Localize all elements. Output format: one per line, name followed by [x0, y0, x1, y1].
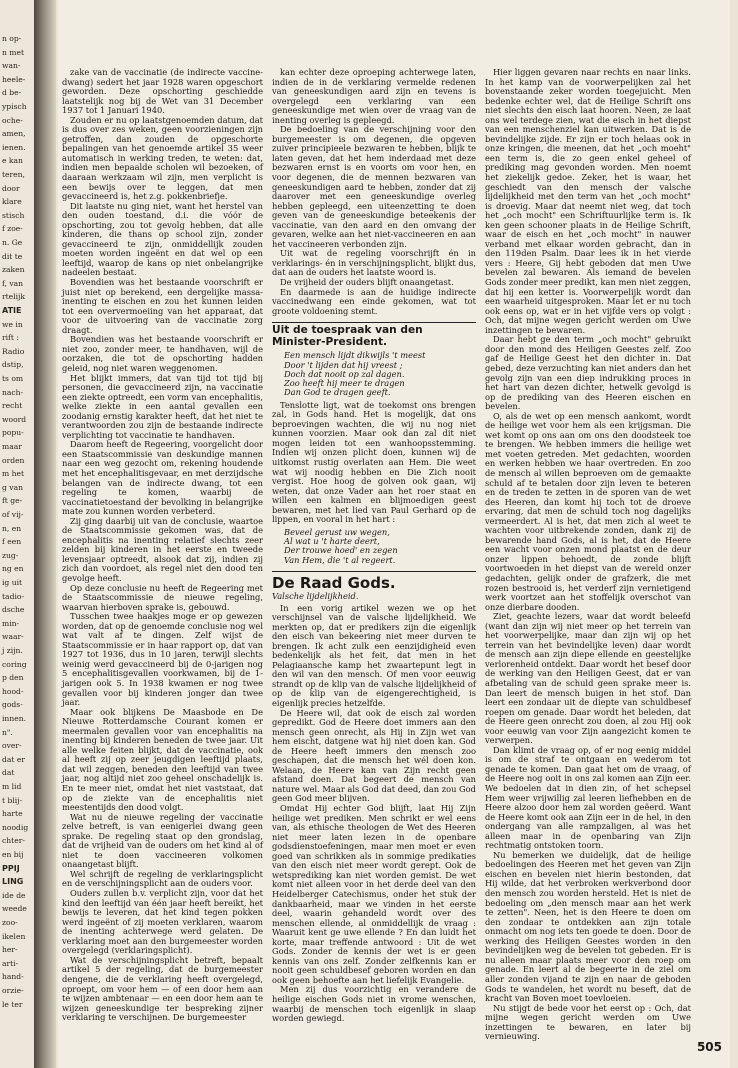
- previous-page-fragment: d be-: [2, 88, 22, 98]
- previous-page-fragment: n, en: [2, 523, 22, 533]
- poem-stanza: [284, 528, 476, 565]
- column-1: [62, 67, 263, 1023]
- previous-page-fragment: dsche: [2, 605, 25, 615]
- poem-line: Een mensch lijdt dikwijls 't meest: [284, 350, 426, 361]
- paragraph: Wat de verschijningsplicht betreft, bepaalt artikel 5 der regeling, dat de burgemeester dengene, die de verklaring heeft overgelegd, oproept, om voor hem — of een door hem aan te wijzen ambtenaar — en een door hem aan te wijzen geneeskundige ter bespreking zijner verklaring te verschijnen. De burgemeester: [62, 954, 263, 1023]
- poem-line: Al wat u 't harte deert,: [284, 536, 380, 547]
- previous-page-fragment: her-: [2, 945, 18, 955]
- previous-page-fragment: orzie-: [2, 986, 24, 995]
- previous-page-fragment: over-: [2, 741, 22, 751]
- previous-page-fragment: heele-: [2, 74, 26, 84]
- paragraph: Nu stijgt de bede voor het eerst op : Och, dat mijne wegen gericht werden om Uwe inzettingen te bewaren, en later bij vernieuwing.: [485, 1002, 691, 1042]
- main-page: [58, 0, 730, 1068]
- previous-page-fragment: rift :: [2, 333, 19, 343]
- previous-page-fragment: hand-: [2, 972, 24, 982]
- previous-page-fragment: m lid: [2, 782, 22, 791]
- previous-page-fragment: arti-: [2, 958, 19, 968]
- previous-page-fragment: oche-: [2, 115, 23, 125]
- previous-page-fragment: ATIE: [2, 306, 22, 315]
- paragraph: Maar ook blijkens De Maasbode en De Nieuwe Rotterdamsche Courant komen er meermalen gevallen voor van encephalitis na inenting bij kinderen beneden de twee jaar. Uit alle welke feiten blijkt, dat de vaccinatie, ook al heeft zij op zeer jeugdigen leeftijd plaats, dat wil zeggen, beneden den leeftijd van twee jaar, nog altijd niet zoo geheel onschadelijk is. En te meer niet, omdat het niet vaststaat, dat op de ziekte van de encephalitis niet meestentijds den dood volgt.: [62, 706, 263, 813]
- speech-closing-poem: [272, 528, 476, 565]
- previous-page-fragment: noodig: [2, 822, 29, 832]
- speech-body: Tenslotte ligt, wat de toekomst ons brengen zal, in Gods hand. Het is mogelijk, dat ons beproevingen wachten, die wij nu nog niet kunnen voorzien. Maar ook dan zal dit niet mogen leiden tot een wanhoopsstemming. Indien wij onzen plicht doen, kunnen wij de uitkomst rustig overlaten aan Hem. Die weet wat wij noodig hebben en Die Zich nooit vergist. Hoe hoog de golven ook gaan, wij weten, dat onze Vader aan het roer staat en willen een kalmen en blijmoedigen geest bewaren, met het lied van Paul Gerhard op de lippen, en vooral in het hart :: [272, 399, 476, 525]
- previous-page-fragment: zug-: [2, 550, 19, 560]
- previous-page-fragment: f, van: [2, 278, 24, 288]
- paragraph: Zouden er nu op laatstgenoemden datum, dat is dus over zes weken, geen voorzieningen zijn getroffen, dan zouden de opgeschorte bepalingen van het genoemde artikel 35 weer automatisch in werking treden, te weten: dat, indien men bepaalde scholen wil bezoeken, of daaraan werkzaam wil zijn, men verplicht is een bewijs over te leggen, dat men gevaccineerd is, het z.g. pokkenbriefje.: [62, 114, 263, 202]
- previous-page-edge: [0, 0, 35, 1068]
- paragraph: Ziet, geachte lezers, waar dat wordt beleefd (want dan zijn wij niet meer op het terrein van het voorwerpelijke, maar dan zijn wij op het terrein van het bevindelijke leven) daar wordt de mensch aan zijn diepe ellende en geestelijke verlorenheid ontdekt. Daar wordt het besef door de werking van den Heiligen Geest, dat er van afbetaling van de schuld geen sprake meer is. Dan leert de mensch buigen in het stof. Dan leert een zondaar uit de diepte van schuldbesef roepen om genade. Daar wordt het beleden, dat de Heere geen onrecht zou doen, al zou Hij ook voor eeuwig van voor Zijn aangezicht komen te verwerpen.: [485, 611, 691, 746]
- poem-line: Doch dat nooit op zal dagen.: [284, 368, 405, 379]
- previous-page-fragment: n".: [2, 727, 13, 737]
- previous-page-fragment: en bij: [2, 850, 24, 859]
- previous-page-fragment: min-: [2, 618, 20, 628]
- paragraph: Op deze conclusie nu heeft de Regeering met de Staatscommissie de nieuwe regeling, waarvan hierboven sprake is, gebouwd.: [62, 582, 263, 612]
- paragraph: Hier liggen gevaren naar rechts en naar links. In het kamp van de voorwerpelijken zal het bovenstaande zeker worden toegejuicht. Men bedenke echter wel, dat de Heilige Schrift ons niet slechts den eisch laat hooren. Neen, ze laat ons wel terdege zien, wat die eisch in het diepst van een menschenziel kan uitwerken. Dat is de bevindelijke zijde. Er zijn er toch helaas ook in onze kringen, die meenen, dat het „och moeht" een term is, die zo geen enkel geheel of prediking mag gevonden worden. Men noemt het ziekelijk gedoe. Zeker, het is waar, het geschiedt van den mensch der valsche lijdelijkheid met den term van het „och mocht" is droevig. Maar dat neemt niet weg, dat toch het „och mocht" een Schriftuurlijke term is. Ik ken geen schooner plaats in de Heilige Schrift, waar de eisch en het „och mocht" in nauwer verband met elkaar worden gebracht, dan in den 119den Psalm. Daar lees ik in het vierde vers : Heere, Gij hebt geboden dat men Uwe bevelen zal bewaren. Als iemand de bevelen Gods zonder meer predikt, kan men niet zeggen, dat hij een ketter is. Voorwerpelijk wordt dan een waarheid uitgesproken. Maar let er nu toch ook eens op, wat er in het vijfde vers op volgt : Och, dat mijne wegen gericht werden om Uwe inzettingen te bewaren.: [485, 67, 691, 335]
- previous-page-fragment: ypisch: [2, 102, 27, 111]
- previous-page-fragment: innen.: [2, 714, 27, 723]
- vaccination-article-end: [272, 68, 476, 316]
- paragraph: zake van de vaccinatie (de indirecte vaccine-dwang) sedert het jaar 1928 waren opgeschort geworden. Deze opschorting geschiedde laatstelijk nog bij de Wet van 31 December 1937 tot 1 Januari 1940.: [62, 67, 263, 116]
- speech-poem: [272, 351, 476, 397]
- previous-page-fragment: ikelen: [2, 931, 26, 941]
- previous-page-fragment: dat: [2, 768, 15, 778]
- article-subtitle: Valsche lijdelijkheid.: [272, 591, 359, 601]
- previous-page-fragment: rtelijk: [2, 292, 25, 302]
- previous-page-fragment: tadio-: [2, 591, 25, 601]
- previous-page-fragment: amen,: [2, 129, 26, 139]
- speech-heading: Uit de toespraak van den Minister-President.: [272, 324, 423, 348]
- section-divider: [272, 322, 476, 323]
- previous-page-fragment: le ter: [2, 999, 23, 1009]
- paragraph: Dan klimt de vraag op, of er nog eenig middel is om de straf te ontgaan en wederom tot genade te komen. Dan gaat het om de vraag, of de Heere nog ooit in ons zal komen aan Zijn eer. We bedoelen dat in dien zin, of het schepsel Hem weer vrijwillig zal leeren liefhebben en de Heere alzoo door hem zal worden geëerd. Want de Heere komt ook aan Zijn eer in de hel, in den ondergang van alle rampzaligen, al was het alleen maar in de openbaring van Zijn rechtmatig ontstoken toorn.: [485, 744, 691, 851]
- previous-page-fragment: n met: [2, 47, 25, 57]
- previous-page-fragment: door: [2, 183, 20, 193]
- previous-page-fragment: weede: [2, 904, 27, 914]
- previous-page-fragment: waar-: [2, 632, 24, 642]
- section-divider: [272, 571, 476, 572]
- paragraph: kan echter deze oproeping achterwege laten, indien de in de verklaring vermelde redenen van geneeskundigen aard zijn en tevens is overgelegd een verklaring van een geneeskundige met wien over de vraag van de inenting overleg is gepleegd.: [272, 67, 476, 125]
- previous-page-fragment: gods-: [2, 700, 23, 710]
- paragraph: Uit wat de regeling voorschrijft én in verklarings- én in verschijningsplicht, blijkt dus, dat aan de ouders het laatste woord is.: [272, 248, 476, 278]
- article-title: De Raad Gods.: [272, 574, 396, 592]
- article-body: [272, 604, 476, 1024]
- previous-page-fragment: chter-: [2, 836, 25, 846]
- previous-page-fragment: m het: [2, 469, 25, 479]
- poem-line: Door 't lijden dat hij vreest ;: [284, 359, 403, 370]
- paragraph: Nu bemerken we duidelijk, dat de heilige bedoelingen des Heeren met het geven van Zijn eischen en bevelen niet hierin bestonden, dat Hij wilde, dat het verbroken werkverbond door den mensch zou worden hersteld. Het is niet de bedoeling om „den mensch maar aan het werk te zetten". Neen, het is den Heere te doen om den zondaar te ontdekken aan zijn totale onmacht om nog iets ten goede te doen. Door de werking des Heiligen Geestes worden in den bevindelijken weg de bevelen tot gebeden. Er is nu alleen maar plaats meer voor den roep om genade. En leert al de begeerte in de ziel om aller zonden vijand te zijn en naar de geboden Gods te wandelen, het wordt nu beseft, dat de kracht van Boven moet toevloeien.: [485, 849, 691, 1004]
- previous-page-fragment: dstip,: [2, 360, 24, 370]
- previous-page-fragment: klare: [2, 197, 22, 207]
- paragraph: In een vorig artikel wezen we op het verschijnsel van de valsche lijdelijkheid. We merkten op, dat er predikers zijn die eigenlijk den eisch van bekeering niet meer durven te brengen. Ik acht zulk een eenzijdigheid even bedenkelijk als het feit, dat men in het Pelagiaansche kamp het zwaartepunt legt in den wil van den mensch. Of men voor eeuwig strandt op de klip van de valsche lijdelijkheid of op de klip van de eigengerechtigheid, is eigenlijk precies hetzelfde.: [272, 602, 476, 709]
- previous-page-fragment: popu-: [2, 428, 24, 438]
- paragraph: O, als de wet op een mensch aankomt, wordt de heilige wet voor hem als een krijgsman. Die wet komt op ons aan om ons den doodsteek toe te brengen. We hebben immers die heilige wet met voeten getreden. Met gedachten, woorden en werken hebben we haar overtreden. En zoo de mensch al willen beproeven om de gemaakte schuld af te betalen door zijn leven te beteren en de treden te zetten in de sporen van de wet des Heeren, dan komt hij toch tot de droeve ervaring, dat men de schuld toch nog dagelijks vermeerdert. Al is het, dat men zich al weet te wachten voor uitbrekende zonden, dank zij de bewarende hand Gods, al is het, dat de Heere een wacht voor onzen mond plaatst en de deur onzer lippen behoedt, de zonde blijft voortwoeden in het diepst van de wereld onzer gedachten, gelijk onder de grafzerk, die met rozen bestrooid is, het verderf zijn vernietigend werk voortzet aan het stoffelijk overschot van onze dierbare dooden.: [485, 410, 691, 612]
- previous-page-fragment: maar: [2, 442, 22, 451]
- previous-page-fragment: p den: [2, 673, 24, 683]
- page-number: 505: [696, 1040, 722, 1054]
- previous-page-fragment: harte: [2, 809, 23, 819]
- previous-page-fragment: teren,: [2, 170, 25, 179]
- column-3: [485, 67, 691, 1042]
- poem-line: Zoo heeft hij meer te dragen: [284, 378, 405, 389]
- previous-page-fragment: orden: [2, 455, 25, 465]
- paragraph: Daar hebt ge den term „och mocht" gebruikt door den mond des Heiligen Geestes zelf. Zoo gaf de Heilige Geest het den dichter in. Dat gebed, deze verzuchting kan niet anders dan het gevolg zijn van een diep indrukking proces in het hart van dezen dichter, hetwelk gevolgd is op de prediking van des Heeren eischen en bevelen.: [485, 334, 691, 412]
- previous-page-fragment: we in: [2, 319, 23, 329]
- paragraph: Ouders zullen b.v. verplicht zijn, voor dat het kind den leeftijd van één jaar heeft bereikt, het bewijs te leveren, dat het kind tegen pokken werd ingeënt of zij moeten verklaren, waarom de inenting achterwege werd gelaten. De verklaring moet aan den burgemeester worden overgelegd (verklaringsplicht).: [62, 888, 263, 956]
- paragraph: De Heere wil, dat ook de eisch zal worden gepredikt. God de Heere doet immers aan den mensch geen onrecht, als Hij in Zijn wet van hem eischt, datgene wat hij niet doen kan. God de Heere heeft immers den mensch zoo geschapen, dat die mensch het wél doen kon. Welaan, de Heere kan van Zijn recht geen afstand doen. Dat begeert de mensch van nature wel. Maar als God dat deed, dan zou God geen God meer blijven.: [272, 707, 476, 804]
- previous-page-fragment: dit te: [2, 251, 23, 261]
- previous-page-fragment: ng en: [2, 564, 24, 574]
- binding-gutter: [34, 0, 56, 1068]
- previous-page-fragment: wan-: [2, 61, 21, 71]
- paragraph: De bedoeling van de verschijning voor den burgemeester is om degenen, die opgeven zuiver principieele bezwaren te hebben, blijk te laten geven, dat het hem inderdaad met deze bezwaren ernst is en voorts om voor hen, en voor degenen, die de mennen bezwaren van geneeskundigen aard te hebben, zonder dat zij daarover met een geneeskundige overleg hebben gepleegd, een uiteenzetting te doen geven van de geneeskundige beteekenis der vaccinatie, van den aard en den omvang der gevaren, welke aan het niet-vaccineeren en aan het vaccineeren verbonden zijn.: [272, 124, 476, 249]
- previous-page-fragment: LING: [2, 877, 24, 887]
- previous-page-fragment: zoo-: [2, 918, 18, 927]
- paragraph: Het blijkt immers, dat van tijd tot tijd bij personen, die gevaccineerd zijn, na vaccinatie een ziekte optreedt, een vorm van encephalitis, welke ziekte in een aantal gevallen een zoodanig ernstig karakter heeft, dat het niet te verantwoorden zou zijn de bestaande indirecte verplichting tot vaccinatie te handhaven.: [62, 372, 263, 440]
- previous-page-fragment: n. Ge: [2, 238, 23, 247]
- previous-page-fragment: of vij-: [2, 510, 24, 519]
- paragraph: Zij ging daarbij uit van de conclusie, waartoe de Staatscommissie gekomen was, dat de encephalitis na inenting relatief slechts zeer zelden bij kinderen in het eerste en tweede levensjaar optreedt, alsook dat zij, indien zij zich dan voordoet, als regel niet den dood ten gevolge heeft.: [62, 515, 263, 583]
- column-2: [272, 67, 476, 1024]
- previous-page-fragment: woord: [2, 414, 27, 424]
- previous-page-fragment: n op-: [2, 34, 22, 43]
- poem-line: Beveel gerust uw wegen,: [284, 526, 390, 537]
- paragraph: Bovendien was het bestaande voorschrift er juist niet op berekend, een dergelijke massa-inenting te eischen en zou het kunnen leiden tot een oververmoeiing van het apparaat, dat voor de uitvoering van de vaccinatie zorg draagt.: [62, 277, 263, 335]
- previous-page-fragment: ig uit: [2, 578, 23, 587]
- paragraph: Men zij dus voorzichtig en verandere de heilige eischen Gods niet in vrome wenschen, waarbij de menschen toch eigenlijk in slaap worden gewiegd.: [272, 984, 476, 1024]
- paragraph: Wel schrijft de regeling de verklaringsplicht en de verschijningsplicht aan de ouders voor.: [62, 868, 263, 889]
- paragraph: Omdat Hij echter God blijft, laat Hij Zijn heilige wet prediken. Men schrikt er wel eens van, als ethische theologen de Wet des Heeren niet meer laten lezen in de openbare godsdienstoefeningen, maar men moet er even goed van schrikken als in sommige predikaties van den eisch niet meer wordt gerept. Ook de wetsprediking kan niet worden gemist. De wet komt niet alleen voor in het derde deel van den Heidelberger Catechismus, onder het stuk der dankbaarheid, maar we vinden in het eerste deel, waarin gehandeld wordt over des menschen ellende, al onmiddellijk de vraag : Waaruit kent ge uwe ellende ? En dan luidt het korte, maar treffende antwoord : Uit de wet Gods. Zonder de kennis der wet is er geen kennis van ons zelf. Zonder zelfkennis kan er nooit geen schuldbesef geboren worden en dan ook geen behoefte aan het liefelijk Evangelie.: [272, 803, 476, 985]
- paragraph: Dit laatste nu ging niet, want het herstel van den ouden toestand, d.i. die vóór de opschorting, zou tot gevolg hebben, dat alle kinderen, die thans op school zijn, zonder gevaccineerd te zijn, onmiddellijk zouden moeten worden ingeënt en dat wel op een leeftijd, waarop de kans op niet onbelangrijke nadeelen bestaat.: [62, 200, 263, 278]
- previous-page-fragment: coring: [2, 659, 27, 669]
- previous-page-fragment: ide de: [2, 890, 26, 900]
- poem-line: Dan God te dragen geeft.: [284, 387, 391, 398]
- previous-page-fragment: hood-: [2, 686, 24, 696]
- previous-page-fragment: ts om: [2, 374, 24, 383]
- previous-page-fragment: Radio: [2, 346, 25, 356]
- previous-page-fragment: j zijn.: [2, 646, 23, 655]
- previous-page-fragment: e kan: [2, 156, 23, 166]
- poem-line: Van Hem, die 't al regeert.: [284, 554, 396, 565]
- previous-page-fragment: f zoe-: [2, 224, 23, 234]
- poem-stanza: [284, 351, 476, 397]
- previous-page-fragment: nach-: [2, 387, 24, 397]
- poem-line: Der trouwe hoed' en zegen: [284, 545, 398, 556]
- previous-page-fragment: ft ge-: [2, 496, 23, 506]
- paragraph: Bovendien was het bestaande voorschrift er niet zoo, zonder meer, te handhaven, wijl de oorzaken, die tot de opschorting hadden geleid, nog niet waren weggenomen.: [62, 334, 263, 373]
- paragraph: Tusschen twee haakjes moge er op gewezen worden, dat op de genoemde conclusie nog wel wat valt af te dingen. Zelf wijst de Staatscommissie er in haar rapport op, dat van 1927 tot 1936, dus in 10 jaren, terwijl slechts weinig werd gevaccineerd bij de 0-jarigen nog 5 encephalitisgevallen voorkwamen, bij de 1-jarigen ook 5. In 1938 kwamen er nog twee gevallen voor bij kinderen jonger dan twee jaar.: [62, 611, 263, 708]
- previous-page-fragment: zaken: [2, 265, 25, 275]
- paragraph: Wat nu de nieuwe regeling der vaccinatie zelve betreft, is van eenigerlei dwang geen sprake. De regeling staat op den grondslag, dat de vrijheid van de ouders om het kind al of niet te doen vaccineeren volkomen onaangetast blijft.: [62, 811, 263, 870]
- paragraph: De vrijheid der ouders blijft onaangetast.: [280, 277, 454, 288]
- paragraph: En daarmede is aan de huidige indirecte vaccinedwang een einde gekomen, wat tot groote voldoening stemt.: [272, 286, 476, 316]
- previous-page-fragment: recht: [2, 401, 23, 411]
- previous-page-fragment: g van: [2, 482, 23, 492]
- previous-page-fragment: ienen.: [2, 142, 26, 152]
- previous-page-fragment: stisch: [2, 210, 25, 220]
- previous-page-fragment: PPIJ: [2, 863, 20, 873]
- paragraph: Daarom heeft de Regeering, voorgelicht door een Staatscommissie van deskundige mannen naar een weg gezocht om, rekening houdende met het encephalitisgevaar, en met derzijdsche belangen van de indirecte dwang, tot een regeling te komen, waarbij de vaccinatietoestand der bevolking in belangrijke mate zou kunnen worden verbeterd.: [62, 439, 263, 517]
- previous-page-fragment: t blij-: [2, 795, 23, 805]
- previous-page-fragment: dat er: [2, 754, 25, 764]
- previous-page-fragment: f een: [2, 537, 22, 547]
